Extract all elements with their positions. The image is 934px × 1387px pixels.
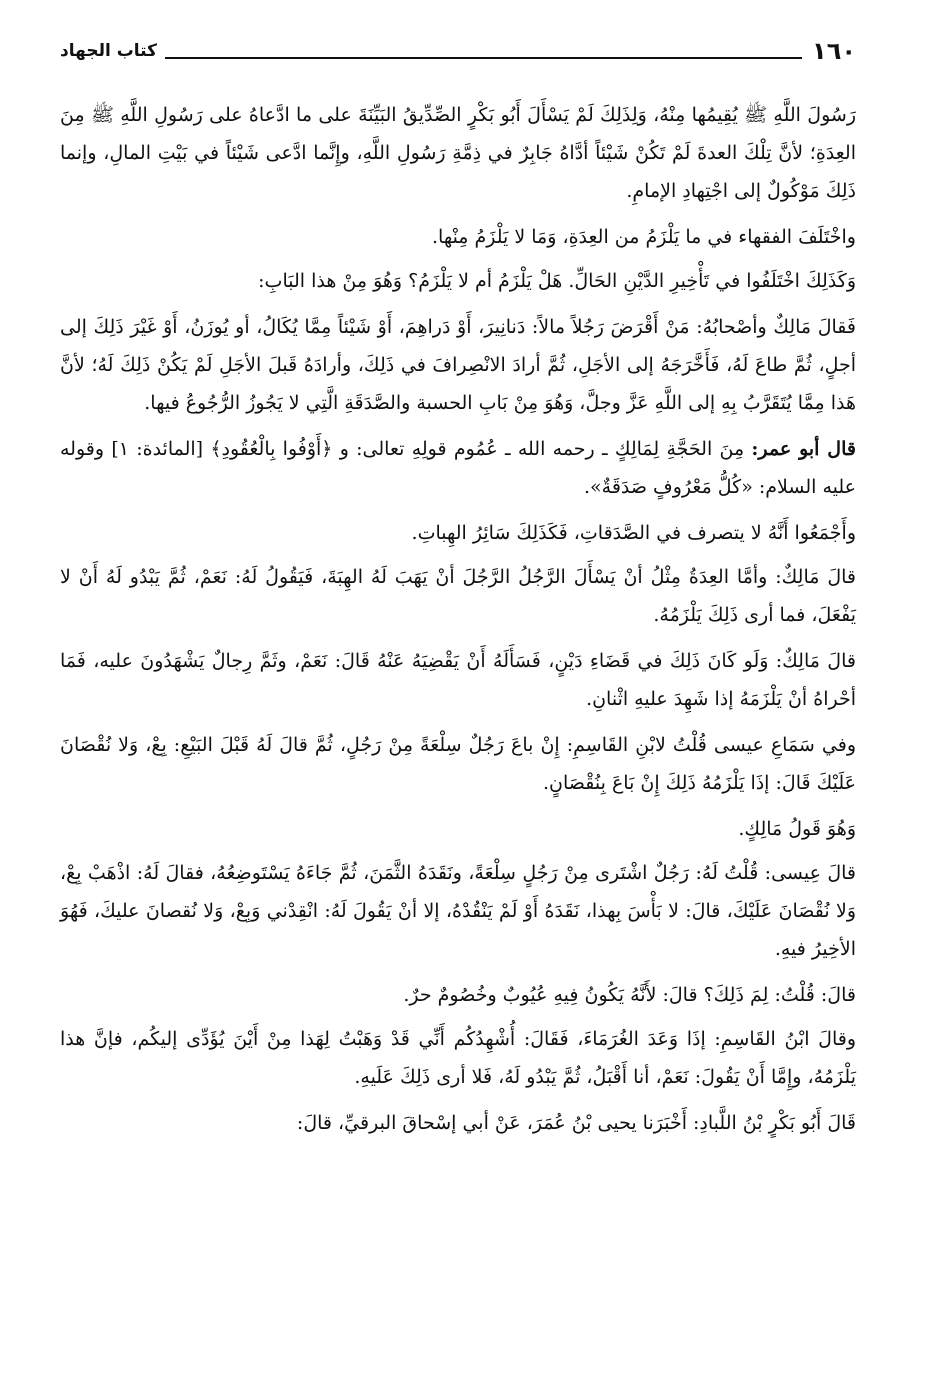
paragraph-6 (60, 514, 856, 552)
paragraph-7 (60, 558, 856, 634)
paragraph-text: قالَ عِيسى: قُلْتُ لَهُ: رَجُلٌ اشْتَرى مِنْ رَجُلٍ سِلْعَةً، ونَقَدَهُ الثَّمَنَ، ثُمَّ جَاءَهُ يَسْتَوضِعُهُ، فقالَ لَهُ: اذْهَبْ بِعْ، وَلا نُقْصَانَ عَلَيْكَ، قالَ: لا بَأْسَ بِهذا، نَقَدَهُ أَوْ لَمْ يَنْقُدْهُ، إلا أنْ يَقُولَ لَهُ: انْقِدْني وَبِعْ، وَلا نُقصانَ عليكَ، فَهُوَ الأخِيرُ فيهِ. (60, 862, 856, 960)
paragraph-14 (60, 1104, 856, 1142)
paragraph-1 (60, 96, 856, 210)
paragraph-text: واخْتَلَفَ الفقهاء في ما يَلْزَمُ من العِدَةِ، وَمَا لا يَلْزَمُ مِنْها. (431, 226, 856, 248)
running-title: كتاب الجهاد (60, 41, 158, 61)
paragraph-2 (60, 218, 856, 256)
paragraph-4 (60, 308, 856, 422)
paragraph-text: فَقالَ مَالِكٌ وأصْحابُهُ: مَنْ أَقْرَضَ رَجُلاً مالاً: دَنانِيرَ، أَوْ دَراهِمَ، أَوْ شَيْئاً مِمَّا يُكَالُ، أو يُوزَنُ، أَوْ غَيْرَ ذَلِكَ إلى أجلٍ، ثُمَّ طاعَ لَهُ، فَأَخَّرَجَهُ إلى الأجَلِ، ثُمَّ أرادَ الانْصِرافَ في ذَلِكَ، وأرادَهُ قَبلَ الأجَلِ لَمْ يَكُنْ ذَلِكَ لَهُ؛ لأنَّ هَذا مِمَّا يُتَقَرَّبُ بِهِ إلى اللَّهِ عَزَّ وجلَّ، وَهُوَ مِنْ بَابِ الحسبة والصَّدَقَةِ الَّتِي لا يَجُوزُ الرُّجُوعُ فيها. (60, 316, 856, 414)
paragraph-text: وفي سَمَاعِ عيسى قُلْتُ لابْنِ القَاسِمِ: إِنْ باعَ رَجُلٌ سِلْعَةً مِنْ رَجُلٍ، ثُمَّ قالَ لَهُ قَبْلَ البَيْعِ: بِعْ، وَلا نُقْصَانَ عَلَيْكَ قَالَ: إذَا يَلْزَمُهُ ذَلِكَ إِنْ بَاعَ بِنُقْصَانٍ. (60, 734, 856, 794)
paragraph-text: قالَ مَالِكٌ: وأمَّا العِدَةُ مِثْلُ أنْ يَسْأَلَ الرَّجُلُ الرَّجُلَ أنْ يَهَبَ لَهُ الهِبَةَ، فَيَقُولُ لَهُ: نَعَمْ، ثُمَّ يَبْدُو لَهُ أَنْ لا يَفْعَلَ، فما أرى ذَلِكَ يَلْزَمُهُ. (60, 566, 856, 626)
paragraph-text: قالَ مَالِكٌ: وَلَو كَانَ ذَلِكَ في قَضَاءِ دَيْنٍ، فَسَأَلَهُ أَنْ يَقْضِيَهُ عَنْهُ قَالَ: نَعَمْ، وثَمَّ رِجالٌ يَشْهَدُونَ عليه، فَمَا أحْراهُ أنْ يَلْزَمَهُ إذا شَهِدَ عليهِ اثْنانِ. (60, 650, 856, 710)
paragraph-9 (60, 726, 856, 802)
paragraph-text: رَسُولَ اللَّهِ ﷺ يُقِيمُها مِنْهُ، وَلِذَلِكَ لَمْ يَسْأَلَ أَبُو بَكْرٍ الصِّدِّيقُ البَيِّنَةَ على ما ادَّعاهُ على رَسُولِ اللَّهِ ﷺ مِنَ العِدَةِ؛ لأنَّ تِلْكَ العدةَ لَمْ تَكُنْ شَيْئاً أدَّاهُ جَابِرٌ في ذِمَّةِ رَسُولِ اللَّهِ، وإِنَّما ادَّعى شَيْئاً في بَيْتِ المالِ، وإنما ذَلِكَ مَوْكُولٌ إلى اجْتِهادِ الإمامِ. (60, 104, 856, 202)
paragraph-5 (60, 430, 856, 506)
paragraph-10 (60, 810, 856, 848)
page-header (60, 36, 856, 66)
paragraph-lead: قال أبو عمر: (751, 438, 856, 460)
paragraph-11 (60, 854, 856, 968)
paragraph-text: مِنَ الحَجَّةِ لِمَالِكٍ ـ رحمه الله ـ عُمُوم قولِهِ تعالى: و ﴿أَوْفُوا بِالْعُقُودِ﴾ [المائدة: ١] وقوله عليه السلام: «كُلُّ مَعْرُوفٍ صَدَقَةٌ». (60, 438, 856, 498)
paragraph-12 (60, 976, 856, 1014)
page-number: ١٦٠ (812, 37, 856, 65)
paragraph-3 (60, 262, 856, 300)
paragraph-text: قالَ: قُلْتُ: لِمَ ذَلِكَ؟ قالَ: لأَنَّهُ يَكُونُ فِيهِ عُيُوبٌ وخُصُومٌ حرٌ. (403, 984, 856, 1006)
paragraph-text: وَكَذَلِكَ اخْتَلَفُوا في تَأْخِيرِ الدَّيْنِ الحَالِّ. هَلْ يَلْزَمُ أم لا يَلْزَمُ؟ وَهُوَ مِنْ هذا البَابِ: (258, 270, 856, 292)
paragraph-8 (60, 642, 856, 718)
paragraph-13 (60, 1020, 856, 1096)
paragraph-text: وأَجْمَعُوا أَنَّهُ لا يتصرف في الصَّدَقاتِ، فَكَذَلِكَ سَائِرُ الهِباتِ. (411, 522, 856, 544)
paragraph-text: وَهُوَ قَولُ مَالِكٍ. (738, 818, 856, 840)
paragraph-text: قَالَ أَبُو بَكْرٍ بْنُ اللَّبادِ: أَخْبَرَنا يحيى بْنُ عُمَرَ، عَنْ أبي إسْحاقَ البرقيِّ، قالَ: (296, 1112, 856, 1134)
paragraph-text: وقالَ ابْنُ القَاسِمِ: إذَا وَعَدَ الغُرَمَاءَ، فَقَالَ: أُشْهِدُكُم أَنِّي قَدْ وَهَبْتُ لِهَذا مِنْ أَيْنَ يُؤَدِّى إليكُم، فإنَّ هذا يَلْزَمُهُ، وإِمَّا أَنْ يَقُولَ: نَعَمْ، أنا أَقْبَلُ، ثُمَّ يَبْدُو لَهُ، فَلا أرى ذَلِكَ عَلَيهِ. (60, 1028, 856, 1088)
header-rule (165, 57, 802, 59)
page-body (60, 96, 856, 1150)
